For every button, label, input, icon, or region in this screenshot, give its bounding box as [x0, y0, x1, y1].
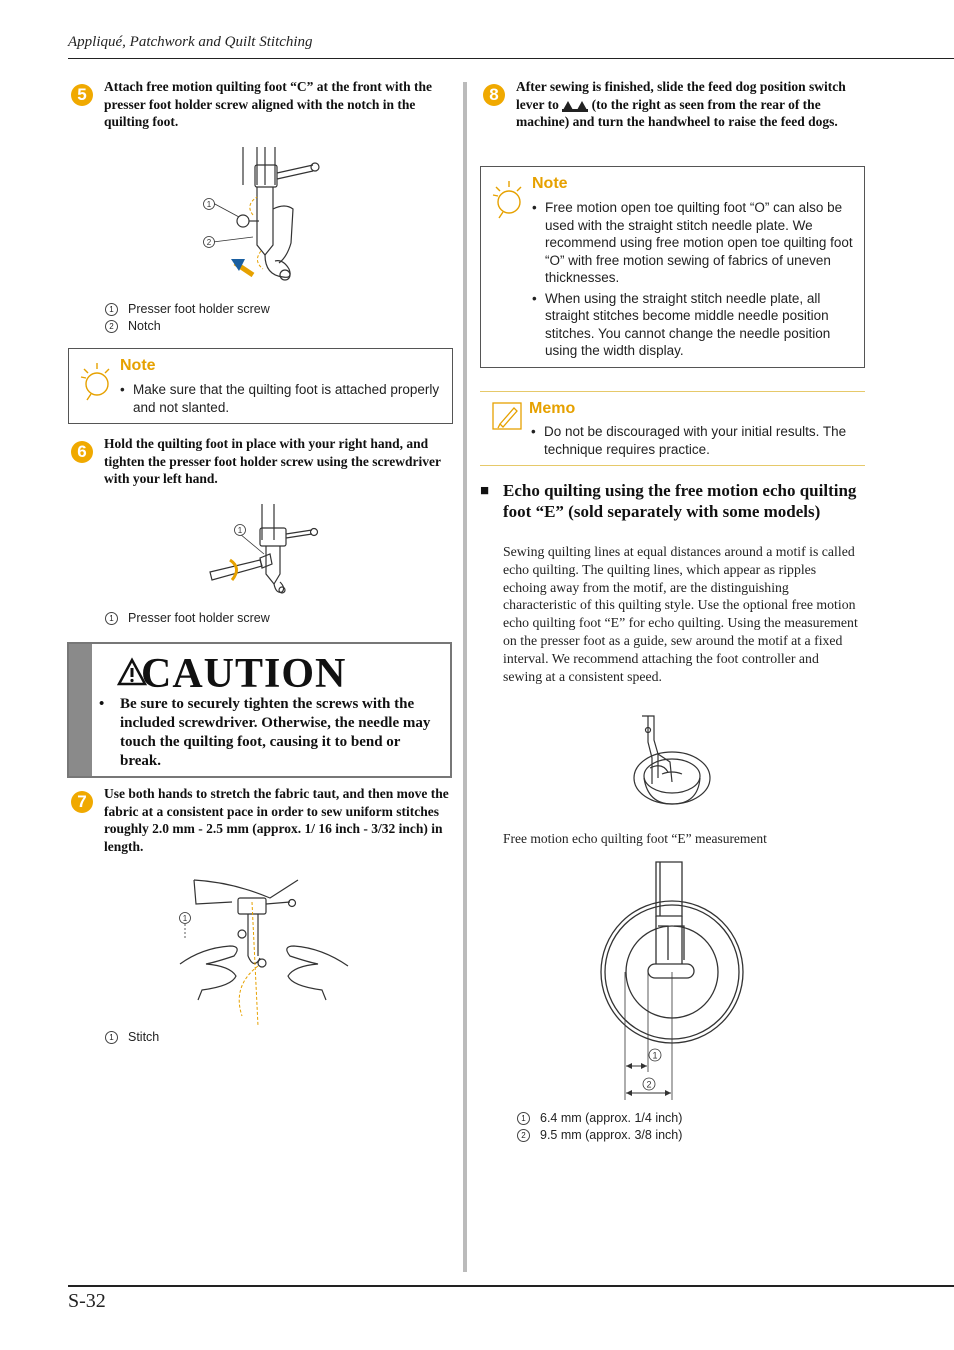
caution-title: CAUTION — [141, 651, 347, 697]
note-title: Note — [120, 357, 156, 374]
note-list — [532, 199, 857, 363]
memo-top-rule — [480, 391, 865, 392]
memo-item: • Do not be discouraged with your initial results. The technique requires practice. — [531, 423, 856, 458]
section-title: Echo quilting using the free motion echo quilting foot “E” (sold separately with some models) — [503, 481, 857, 521]
step-5-legend — [105, 301, 270, 335]
step-8-text — [516, 78, 861, 131]
stretch-fabric-illustration — [172, 876, 357, 1026]
section-marker: ■ — [480, 483, 490, 499]
callout-2: 2 — [206, 238, 212, 247]
echo-foot-measurement-diagram — [598, 860, 746, 1102]
step-5-number: 5 — [71, 84, 93, 106]
feed-dog-icon — [562, 98, 588, 112]
caution-text — [99, 695, 444, 771]
lightbulb-icon — [81, 361, 111, 401]
memo-title: Memo — [529, 400, 576, 417]
attach-foot-illustration — [195, 145, 335, 295]
step-8-number: 8 — [483, 84, 505, 106]
lightbulb-icon — [493, 179, 523, 219]
caution-message: Be sure to securely tighten the screws with the included screwdriver. Otherwise, the needle may touch the quilting foot, causing it to bend or break. — [120, 696, 431, 769]
note-item: • When using the straight stitch needle plate, all straight stitches become middle needle position stitches. You cannot change the needle position using the width display. — [532, 290, 857, 360]
step-6-number: 6 — [71, 441, 93, 463]
step-6-text: Hold the quilting foot in place with your right hand, and tighten the presser foot holder screw using the screwdriver with your left hand. — [104, 436, 441, 486]
step-6-legend — [105, 610, 270, 627]
callout-1: 1 — [206, 200, 212, 209]
callout-1: 1 — [182, 914, 188, 923]
note-box — [68, 348, 453, 424]
legend-item: 2 Notch — [105, 318, 270, 335]
step-7-legend — [105, 1029, 159, 1046]
note-box — [480, 166, 865, 368]
callout-2: 2 — [646, 1079, 652, 1090]
tighten-screw-illustration — [200, 502, 330, 602]
step-7-number: 7 — [71, 791, 93, 813]
caution-bullet: • — [99, 696, 105, 712]
page-number: S-32 — [68, 1290, 106, 1312]
running-header: Appliqué, Patchwork and Quilt Stitching — [68, 34, 313, 50]
column-divider — [463, 82, 467, 1272]
step-7-text: Use both hands to stretch the fabric taut, and then move the fabric at a consistent pace in order to sew uniform stitches roughly 2.0 mm - 2.5 mm (approx. 1/ 16 inch - 3/32 inch) in length. — [104, 786, 449, 854]
memo-list — [531, 423, 856, 461]
measurement-legend — [517, 1110, 682, 1144]
callout-1: 1 — [237, 526, 243, 535]
legend-item: 2 9.5 mm (approx. 3/8 inch) — [517, 1127, 682, 1144]
legend-item: 1 6.4 mm (approx. 1/4 inch) — [517, 1110, 682, 1127]
section-body: Sewing quilting lines at equal distances around a motif is called echo quilting. The quilting lines, which appear as ripples echoing away from the motif, are the distinguishing characteristic of this quilting style. Use the optional free motion echo quilting foot “E” for echo quilting. Using the measurement on the presser foot as a guide, sew around the motif at a fixed interval. We recommend attaching the foot controller and sewing at a consistent speed. — [503, 544, 858, 684]
legend-item: 1 Presser foot holder screw — [105, 301, 270, 318]
note-title: Note — [532, 175, 568, 192]
caution-side-bar — [69, 644, 92, 776]
caution-box — [67, 642, 452, 778]
legend-item: 1 Presser foot holder screw — [105, 610, 270, 627]
callout-1: 1 — [652, 1050, 658, 1061]
note-item: • Make sure that the quilting foot is attached properly and not slanted. — [120, 381, 440, 416]
memo-bottom-rule — [480, 465, 865, 466]
step-8-text-b: (to the right as seen from the rear of the machine) and turn the handwheel to raise the feed dogs. — [516, 96, 838, 129]
echo-foot-illustration — [628, 712, 714, 812]
step-5-text: Attach free motion quilting foot “C” at the front with the presser foot holder screw aligned with the notch in the quilting foot. — [104, 79, 432, 129]
memo-pencil-icon — [492, 402, 522, 430]
note-list — [120, 381, 440, 419]
step-8-text-a: After sewing is finished, slide the feed dog position switch lever to — [516, 79, 846, 112]
footer-rule — [68, 1285, 954, 1287]
header-rule — [68, 58, 954, 59]
legend-item: 1 Stitch — [105, 1029, 159, 1046]
note-item: • Free motion open toe quilting foot “O” can also be used with the straight stitch needle plate. We recommend using free motion open toe quilting foot “O” with free motion sewing of fabrics of uneven thicknesses. — [532, 199, 857, 287]
figure-caption: Free motion echo quilting foot “E” measurement — [503, 831, 767, 846]
